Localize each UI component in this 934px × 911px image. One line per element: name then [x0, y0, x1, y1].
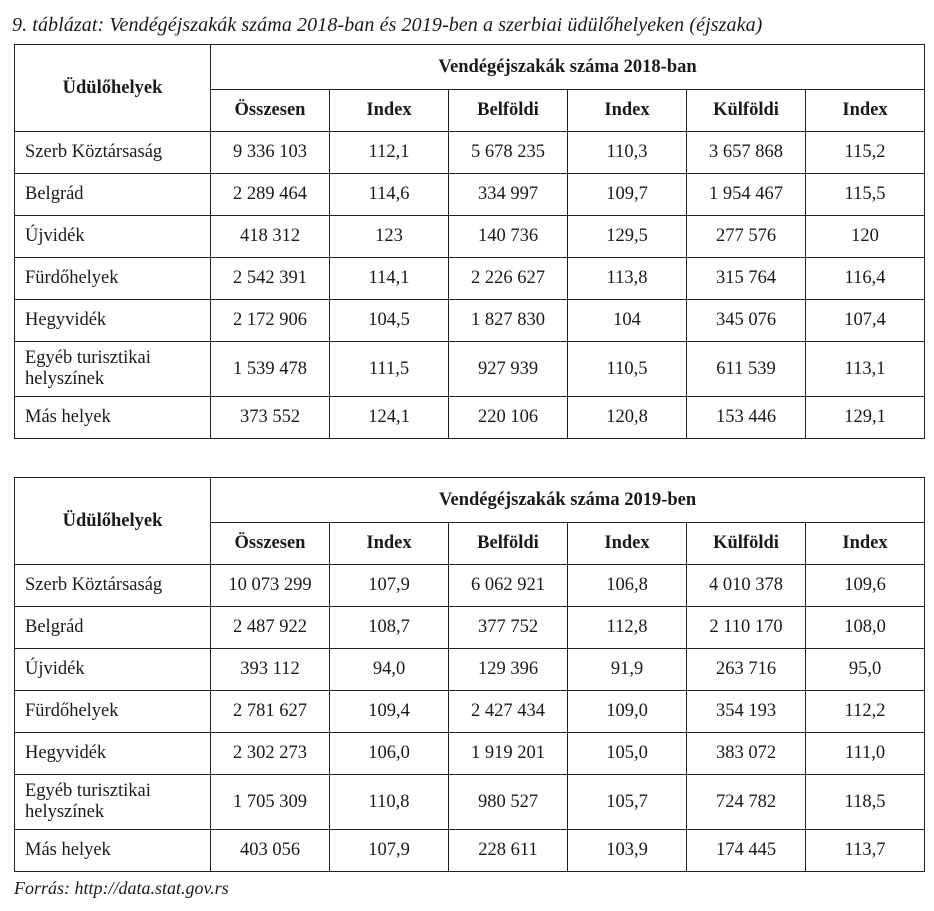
value-cell: 108,7 — [330, 607, 449, 649]
value-cell: 129,5 — [568, 216, 687, 258]
value-cell: 10 073 299 — [211, 565, 330, 607]
group-header: Vendégéjszakák száma 2019-ben — [211, 478, 925, 523]
value-cell: 107,9 — [330, 565, 449, 607]
value-cell: 110,3 — [568, 132, 687, 174]
place-cell: Hegyvidék — [15, 733, 211, 775]
value-cell: 124,1 — [330, 397, 449, 439]
value-cell: 1 539 478 — [211, 342, 330, 397]
value-cell: 109,6 — [806, 565, 925, 607]
value-cell: 174 445 — [687, 830, 806, 872]
table-row — [15, 775, 925, 830]
value-cell: 2 226 627 — [449, 258, 568, 300]
value-cell: 927 939 — [449, 342, 568, 397]
value-cell: 4 010 378 — [687, 565, 806, 607]
value-cell: 373 552 — [211, 397, 330, 439]
value-cell: 140 736 — [449, 216, 568, 258]
table-row — [15, 132, 925, 174]
value-cell: 113,8 — [568, 258, 687, 300]
value-cell: 111,5 — [330, 342, 449, 397]
place-cell: Egyéb turisztikai helyszínek — [15, 342, 211, 397]
value-cell: 107,4 — [806, 300, 925, 342]
value-cell: 108,0 — [806, 607, 925, 649]
place-cell: Fürdőhelyek — [15, 258, 211, 300]
column-header-domestic: Belföldi — [449, 90, 568, 132]
value-cell: 2 110 170 — [687, 607, 806, 649]
table-row — [15, 342, 925, 397]
value-cell: 109,4 — [330, 691, 449, 733]
value-cell: 103,9 — [568, 830, 687, 872]
value-cell: 5 678 235 — [449, 132, 568, 174]
table-caption: 9. táblázat: Vendégéjszakák száma 2018-ban és 2019-ben a szerbiai üdülőhelyeken (éjszaka) — [12, 14, 763, 36]
table-row — [15, 691, 925, 733]
value-cell: 220 106 — [449, 397, 568, 439]
place-cell: Belgrád — [15, 607, 211, 649]
value-cell: 153 446 — [687, 397, 806, 439]
value-cell: 113,1 — [806, 342, 925, 397]
value-cell: 611 539 — [687, 342, 806, 397]
column-header-index: Index — [568, 523, 687, 565]
place-cell: Belgrád — [15, 174, 211, 216]
column-header-total: Összesen — [211, 90, 330, 132]
value-cell: 105,7 — [568, 775, 687, 830]
table-row — [15, 216, 925, 258]
value-cell: 418 312 — [211, 216, 330, 258]
group-header: Vendégéjszakák száma 2018-ban — [211, 45, 925, 90]
value-cell: 1 827 830 — [449, 300, 568, 342]
value-cell: 6 062 921 — [449, 565, 568, 607]
value-cell: 115,5 — [806, 174, 925, 216]
value-cell: 383 072 — [687, 733, 806, 775]
value-cell: 110,5 — [568, 342, 687, 397]
value-cell: 315 764 — [687, 258, 806, 300]
value-cell: 1 919 201 — [449, 733, 568, 775]
value-cell: 2 781 627 — [211, 691, 330, 733]
value-cell: 2 289 464 — [211, 174, 330, 216]
table-row — [15, 607, 925, 649]
table-row — [15, 258, 925, 300]
table-row — [15, 649, 925, 691]
value-cell: 2 542 391 — [211, 258, 330, 300]
value-cell: 106,0 — [330, 733, 449, 775]
value-cell: 2 487 922 — [211, 607, 330, 649]
place-cell: Fürdőhelyek — [15, 691, 211, 733]
value-cell: 377 752 — [449, 607, 568, 649]
value-cell: 95,0 — [806, 649, 925, 691]
column-header-index: Index — [568, 90, 687, 132]
value-cell: 2 172 906 — [211, 300, 330, 342]
value-cell: 3 657 868 — [687, 132, 806, 174]
column-header-foreign: Külföldi — [687, 523, 806, 565]
value-cell: 111,0 — [806, 733, 925, 775]
column-header-index: Index — [330, 90, 449, 132]
column-header-domestic: Belföldi — [449, 523, 568, 565]
value-cell: 123 — [330, 216, 449, 258]
value-cell: 110,8 — [330, 775, 449, 830]
value-cell: 114,1 — [330, 258, 449, 300]
value-cell: 112,2 — [806, 691, 925, 733]
value-cell: 263 716 — [687, 649, 806, 691]
value-cell: 2 427 434 — [449, 691, 568, 733]
value-cell: 109,0 — [568, 691, 687, 733]
value-cell: 116,4 — [806, 258, 925, 300]
place-cell: Egyéb turisztikai helyszínek — [15, 775, 211, 830]
place-cell: Újvidék — [15, 649, 211, 691]
value-cell: 106,8 — [568, 565, 687, 607]
column-header-index: Index — [806, 90, 925, 132]
table-row — [15, 397, 925, 439]
column-header-foreign: Külföldi — [687, 90, 806, 132]
value-cell: 393 112 — [211, 649, 330, 691]
value-cell: 115,2 — [806, 132, 925, 174]
value-cell: 94,0 — [330, 649, 449, 691]
place-cell: Újvidék — [15, 216, 211, 258]
value-cell: 105,0 — [568, 733, 687, 775]
value-cell: 113,7 — [806, 830, 925, 872]
value-cell: 1 705 309 — [211, 775, 330, 830]
value-cell: 2 302 273 — [211, 733, 330, 775]
table-row — [15, 565, 925, 607]
place-cell: Szerb Köztársaság — [15, 132, 211, 174]
place-cell: Más helyek — [15, 397, 211, 439]
value-cell: 277 576 — [687, 216, 806, 258]
value-cell: 112,1 — [330, 132, 449, 174]
value-cell: 107,9 — [330, 830, 449, 872]
value-cell: 91,9 — [568, 649, 687, 691]
value-cell: 129 396 — [449, 649, 568, 691]
value-cell: 109,7 — [568, 174, 687, 216]
value-cell: 104 — [568, 300, 687, 342]
column-header-index: Index — [806, 523, 925, 565]
place-cell: Szerb Köztársaság — [15, 565, 211, 607]
value-cell: 114,6 — [330, 174, 449, 216]
table-row — [15, 300, 925, 342]
value-cell: 345 076 — [687, 300, 806, 342]
column-header-index: Index — [330, 523, 449, 565]
guest-nights-2018-table — [14, 44, 925, 439]
value-cell: 1 954 467 — [687, 174, 806, 216]
value-cell: 118,5 — [806, 775, 925, 830]
table-row — [15, 733, 925, 775]
table-row — [15, 174, 925, 216]
value-cell: 980 527 — [449, 775, 568, 830]
value-cell: 724 782 — [687, 775, 806, 830]
place-cell: Más helyek — [15, 830, 211, 872]
table-row — [15, 830, 925, 872]
place-column-header: Üdülőhelyek — [15, 45, 211, 132]
value-cell: 120,8 — [568, 397, 687, 439]
value-cell: 120 — [806, 216, 925, 258]
value-cell: 354 193 — [687, 691, 806, 733]
value-cell: 334 997 — [449, 174, 568, 216]
value-cell: 228 611 — [449, 830, 568, 872]
value-cell: 104,5 — [330, 300, 449, 342]
place-cell: Hegyvidék — [15, 300, 211, 342]
value-cell: 403 056 — [211, 830, 330, 872]
value-cell: 9 336 103 — [211, 132, 330, 174]
value-cell: 112,8 — [568, 607, 687, 649]
value-cell: 129,1 — [806, 397, 925, 439]
place-column-header: Üdülőhelyek — [15, 478, 211, 565]
source-note: Forrás: http://data.stat.gov.rs — [14, 878, 229, 898]
column-header-total: Összesen — [211, 523, 330, 565]
guest-nights-2019-table — [14, 477, 925, 872]
